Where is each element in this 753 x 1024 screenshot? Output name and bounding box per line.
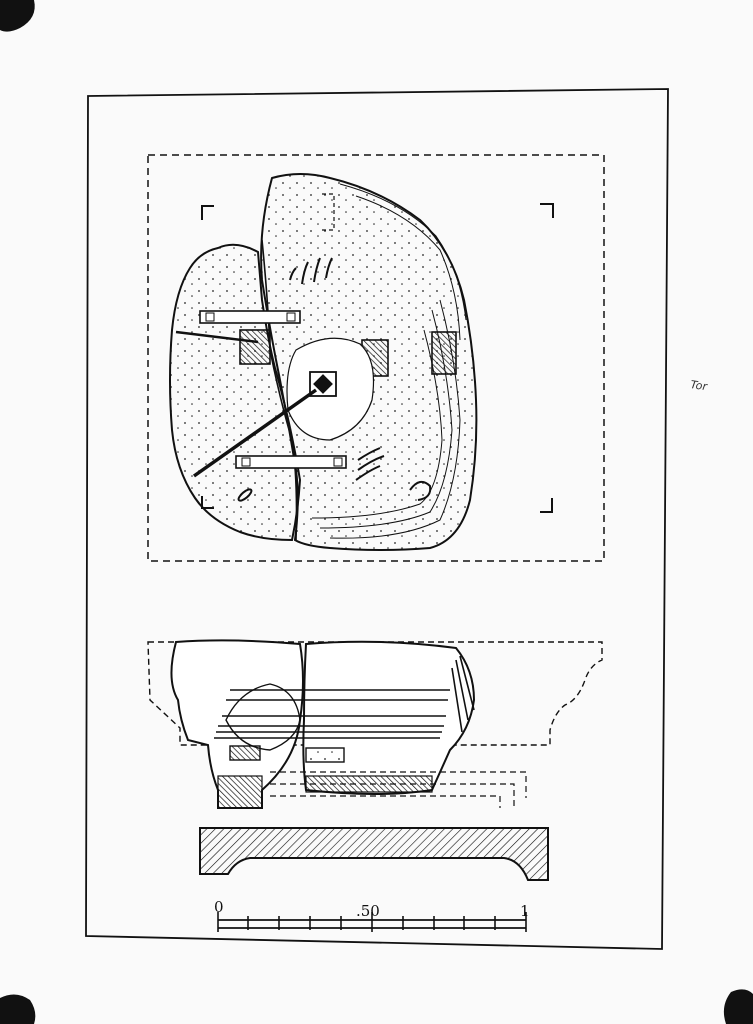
section-profile xyxy=(200,828,548,880)
elevation-fragment-right xyxy=(303,642,474,794)
elevation-underside-left xyxy=(218,776,262,808)
scale-label-start: 0 xyxy=(214,898,224,916)
clamp-cutting-lower xyxy=(236,456,346,468)
plan-view xyxy=(148,155,604,561)
dowel-hole-right xyxy=(432,332,456,374)
scale-label-end: 1 xyxy=(520,902,530,920)
elevation-view xyxy=(148,640,602,808)
elevation-clamp-left xyxy=(230,746,260,760)
scale-bar xyxy=(214,898,530,932)
clamp-cutting-upper xyxy=(200,311,300,323)
elevation-clamp-right xyxy=(306,748,344,762)
dowel-hole-left xyxy=(240,330,270,364)
margin-note: Tor xyxy=(689,378,708,394)
scale-label-mid: .50 xyxy=(356,902,380,920)
